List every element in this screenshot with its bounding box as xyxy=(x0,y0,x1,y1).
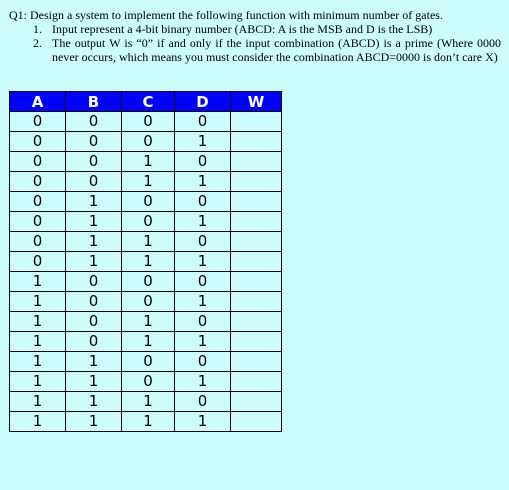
truth-table-body xyxy=(10,112,282,432)
cell-b: 1 xyxy=(66,372,122,392)
cell-b: 0 xyxy=(66,152,122,172)
truth-table xyxy=(9,91,282,432)
table-row xyxy=(10,192,282,212)
cell-a: 1 xyxy=(10,312,66,332)
cell-w[interactable] xyxy=(231,312,282,332)
cell-a: 0 xyxy=(10,232,66,252)
cell-a: 0 xyxy=(10,152,66,172)
table-row xyxy=(10,172,282,192)
cell-b: 1 xyxy=(66,392,122,412)
table-row xyxy=(10,292,282,312)
cell-d: 1 xyxy=(175,132,231,152)
requirement-number: 2. xyxy=(33,36,42,50)
cell-d: 1 xyxy=(175,332,231,352)
cell-d: 0 xyxy=(175,272,231,292)
cell-a: 0 xyxy=(10,252,66,272)
cell-b: 1 xyxy=(66,192,122,212)
cell-b: 0 xyxy=(66,172,122,192)
requirement-item xyxy=(33,22,501,36)
cell-d: 1 xyxy=(175,172,231,192)
header-w: W xyxy=(231,92,282,112)
truth-table-header-row xyxy=(10,92,282,112)
cell-c: 1 xyxy=(122,252,175,272)
table-row xyxy=(10,332,282,352)
cell-c: 1 xyxy=(122,172,175,192)
cell-d: 0 xyxy=(175,312,231,332)
cell-d: 0 xyxy=(175,112,231,132)
cell-d: 1 xyxy=(175,212,231,232)
table-row xyxy=(10,312,282,332)
header-d: D xyxy=(175,92,231,112)
cell-d: 1 xyxy=(175,372,231,392)
cell-w[interactable] xyxy=(231,132,282,152)
cell-b: 1 xyxy=(66,252,122,272)
cell-w[interactable] xyxy=(231,192,282,212)
cell-a: 1 xyxy=(10,352,66,372)
cell-a: 1 xyxy=(10,412,66,432)
question-block xyxy=(9,8,501,64)
requirement-text: The output W is “0” if and only if the input combination (ABCD) is a prime (Where 0000 never occurs, which means you must consider the combination ABCD=0000 is don’t care X) xyxy=(52,36,501,64)
table-row xyxy=(10,132,282,152)
cell-c: 0 xyxy=(122,212,175,232)
cell-a: 1 xyxy=(10,292,66,312)
table-row xyxy=(10,412,282,432)
cell-w[interactable] xyxy=(231,112,282,132)
cell-w[interactable] xyxy=(231,292,282,312)
cell-c: 1 xyxy=(122,392,175,412)
cell-a: 0 xyxy=(10,112,66,132)
cell-a: 1 xyxy=(10,372,66,392)
header-c: C xyxy=(122,92,175,112)
table-row xyxy=(10,232,282,252)
cell-d: 1 xyxy=(175,292,231,312)
table-row xyxy=(10,372,282,392)
table-row xyxy=(10,392,282,412)
cell-b: 0 xyxy=(66,132,122,152)
cell-b: 0 xyxy=(66,332,122,352)
table-row xyxy=(10,352,282,372)
cell-a: 0 xyxy=(10,132,66,152)
cell-c: 1 xyxy=(122,312,175,332)
cell-d: 1 xyxy=(175,412,231,432)
cell-w[interactable] xyxy=(231,332,282,352)
cell-b: 0 xyxy=(66,112,122,132)
requirements-list xyxy=(9,22,501,64)
cell-b: 1 xyxy=(66,212,122,232)
cell-w[interactable] xyxy=(231,152,282,172)
cell-c: 1 xyxy=(122,412,175,432)
cell-a: 1 xyxy=(10,392,66,412)
cell-b: 1 xyxy=(66,232,122,252)
cell-c: 0 xyxy=(122,372,175,392)
cell-d: 1 xyxy=(175,252,231,272)
header-b: B xyxy=(66,92,122,112)
cell-w[interactable] xyxy=(231,172,282,192)
table-row xyxy=(10,272,282,292)
cell-w[interactable] xyxy=(231,212,282,232)
table-row xyxy=(10,212,282,232)
cell-c: 0 xyxy=(122,272,175,292)
cell-w[interactable] xyxy=(231,252,282,272)
cell-b: 0 xyxy=(66,292,122,312)
cell-c: 0 xyxy=(122,132,175,152)
cell-b: 0 xyxy=(66,272,122,292)
cell-w[interactable] xyxy=(231,412,282,432)
header-a: A xyxy=(10,92,66,112)
cell-c: 0 xyxy=(122,292,175,312)
cell-b: 1 xyxy=(66,412,122,432)
requirement-item xyxy=(33,36,501,64)
cell-a: 0 xyxy=(10,212,66,232)
cell-b: 0 xyxy=(66,312,122,332)
cell-b: 1 xyxy=(66,352,122,372)
cell-w[interactable] xyxy=(231,392,282,412)
cell-a: 0 xyxy=(10,192,66,212)
cell-d: 0 xyxy=(175,192,231,212)
requirement-text: Input represent a 4-bit binary number (ABCD: A is the MSB and D is the LSB) xyxy=(52,22,433,36)
cell-c: 0 xyxy=(122,352,175,372)
cell-w[interactable] xyxy=(231,372,282,392)
cell-c: 0 xyxy=(122,192,175,212)
cell-c: 0 xyxy=(122,112,175,132)
cell-d: 0 xyxy=(175,392,231,412)
cell-w[interactable] xyxy=(231,232,282,252)
cell-a: 1 xyxy=(10,272,66,292)
cell-d: 0 xyxy=(175,232,231,252)
cell-d: 0 xyxy=(175,352,231,372)
cell-w[interactable] xyxy=(231,272,282,292)
cell-c: 1 xyxy=(122,152,175,172)
cell-a: 1 xyxy=(10,332,66,352)
table-row xyxy=(10,112,282,132)
requirement-number: 1. xyxy=(33,22,42,36)
table-row xyxy=(10,252,282,272)
table-row xyxy=(10,152,282,172)
cell-c: 1 xyxy=(122,232,175,252)
cell-w[interactable] xyxy=(231,352,282,372)
cell-d: 0 xyxy=(175,152,231,172)
question-title: Q1: Design a system to implement the following function with minimum number of gates. xyxy=(9,8,443,22)
cell-a: 0 xyxy=(10,172,66,192)
cell-c: 1 xyxy=(122,332,175,352)
